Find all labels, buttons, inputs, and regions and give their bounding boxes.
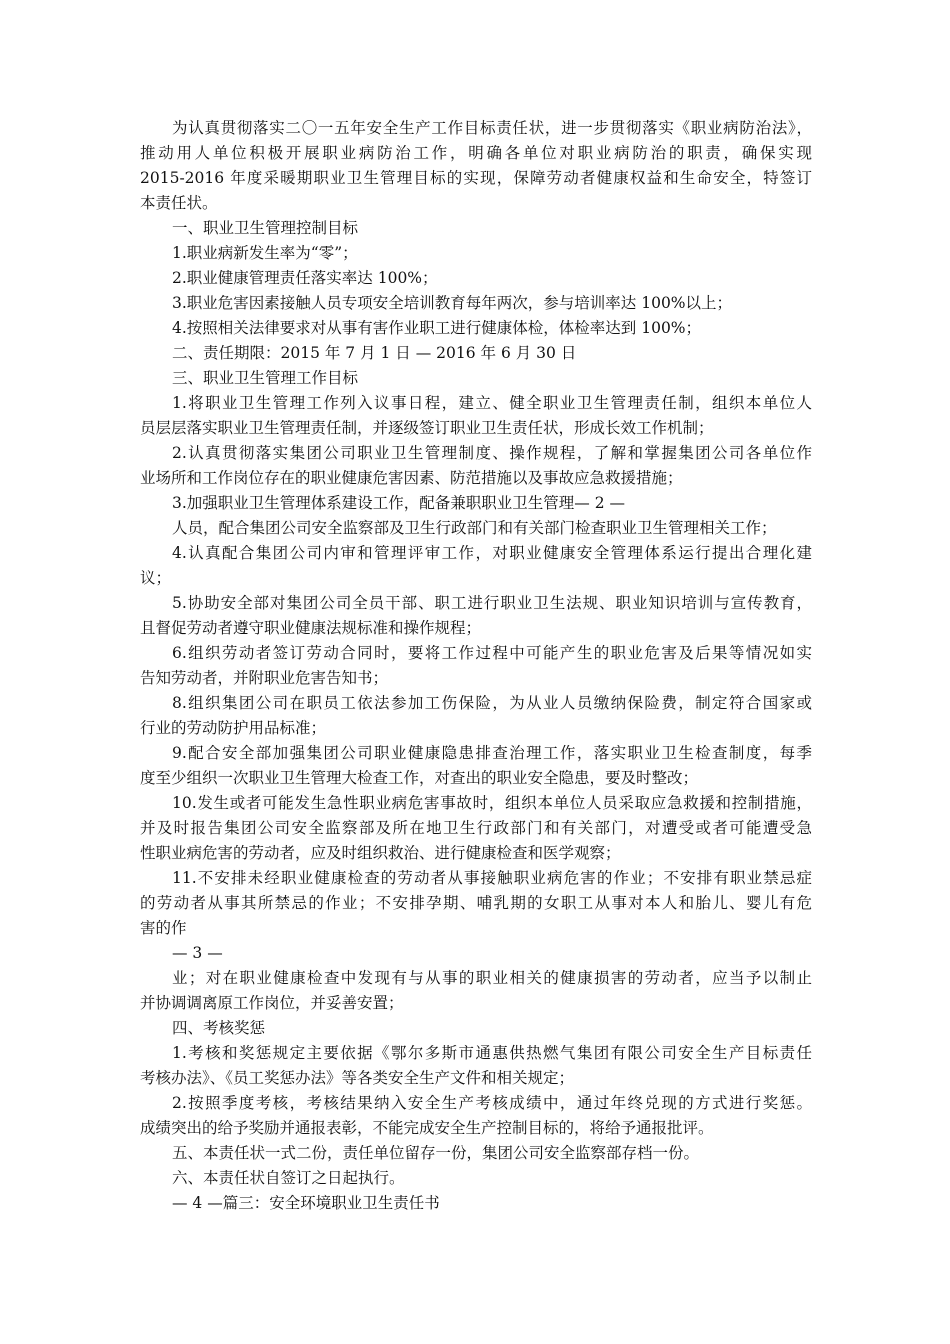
page-number: — 4 —篇三：安全环境职业卫生责任书 (172, 1194, 440, 1212)
page-number: — 3 — (172, 944, 223, 962)
text-line: 1.将职业卫生管理工作列入议事日程，建立、健全职业卫生管理责任制，组织本单位人 (172, 394, 812, 412)
text-line: 的劳动者从事其所禁忌的作业；不安排孕期、哺乳期的女职工从事对本人和胎儿、婴儿有危 (140, 894, 812, 912)
text-line: 告知劳动者，并附职业危害告知书； (140, 669, 389, 687)
text-line: 1.考核和奖惩规定主要依据《鄂尔多斯市通惠供热燃气集团有限公司安全生产目标责任 (172, 1044, 812, 1062)
text-line: 8.组织集团公司在职员工依法参加工伤保险，为从业人员缴纳保险费，制定符合国家或 (172, 694, 812, 712)
text-line: 3.职业危害因素接触人员专项安全培训教育每年两次，参与培训率达 100%以上； (172, 294, 733, 312)
text-line: 且督促劳动者遵守职业健康法规标准和操作规程； (140, 619, 482, 637)
text-line: 业场所和工作岗位存在的职业健康危害因素、防范措施以及事故应急救援措施； (140, 469, 683, 487)
text-line: 议； (140, 569, 172, 587)
text-line: 为认真贯彻落实二〇一五年安全生产工作目标责任状，进一步贯彻落实《职业病防治法》， (172, 119, 812, 137)
text-line: 4.认真配合集团公司内审和管理评审工作，对职业健康安全管理体系运行提出合理化建 (172, 544, 812, 562)
section-heading: 四、考核奖惩 (172, 1019, 266, 1037)
text-line: 推动用人单位积极开展职业病防治工作，明确各单位对职业病防治的职责，确保实现 (140, 144, 812, 162)
text-line: 2015-2016 年度采暖期职业卫生管理目标的实现，保障劳动者健康权益和生命安全，特签订 (140, 169, 812, 187)
section-heading: 二、责任期限：2015 年 7 月 1 日 — 2016 年 6 月 30 日 (172, 344, 577, 362)
text-line: 并协调调离原工作岗位，并妥善安置； (140, 994, 404, 1012)
text-line: 度至少组织一次职业卫生管理大检查工作，对查出的职业安全隐患，要及时整改； (140, 769, 699, 787)
text-line: 人员，配合集团公司安全监察部及卫生行政部门和有关部门检查职业卫生管理相关工作； (172, 519, 777, 537)
text-line: 考核办法》、《员工奖惩办法》等各类安全生产文件和相关规定； (140, 1069, 575, 1087)
text-line: 成绩突出的给予奖励并通报表彰，不能完成安全生产控制目标的，将给予通报批评。 (140, 1119, 714, 1137)
section-heading: 一、职业卫生管理控制目标 (172, 219, 359, 237)
text-line: 业；对在职业健康检查中发现有与从事的职业相关的健康损害的劳动者，应当予以制止 (172, 969, 812, 987)
text-line: 3.加强职业卫生管理体系建设工作，配备兼职职业卫生管理— 2 — (172, 494, 626, 512)
text-line: 2.按照季度考核，考核结果纳入安全生产考核成绩中，通过年终兑现的方式进行奖惩。 (172, 1094, 812, 1112)
text-line: 害的作 (140, 919, 187, 937)
text-line: 9.配合安全部加强集团公司职业健康隐患排查治理工作，落实职业卫生检查制度，每季 (172, 744, 812, 762)
text-line: 并及时报告集团公司安全监察部及所在地卫生行政部门和有关部门，对遭受或者可能遭受急 (140, 819, 812, 837)
text-line: 4.按照相关法律要求对从事有害作业职工进行健康体检，体检率达到 100%； (172, 319, 702, 337)
text-line: 本责任状。 (140, 194, 218, 212)
text-line: 行业的劳动防护用品标准； (140, 719, 327, 737)
text-line: 5.协助安全部对集团公司全员干部、职工进行职业卫生法规、职业知识培训与宣传教育， (172, 594, 812, 612)
text-line: 性职业病危害的劳动者，应及时组织救治、进行健康检查和医学观察； (140, 844, 621, 862)
text-line: 2.职业健康管理责任落实率达 100%； (172, 269, 438, 287)
section-heading: 五、本责任状一式二份，责任单位留存一份，集团公司安全监察部存档一份。 (172, 1144, 700, 1162)
text-line: 10.发生或者可能发生急性职业病危害事故时，组织本单位人员采取应急救援和控制措施， (172, 794, 812, 812)
text-line: 员层层落实职业卫生管理责任制，并逐级签订职业卫生责任状，形成长效工作机制； (140, 419, 714, 437)
section-heading: 六、本责任状自签订之日起执行。 (172, 1169, 405, 1187)
text-line: 6.组织劳动者签订劳动合同时，要将工作过程中可能产生的职业危害及后果等情况如实 (172, 644, 812, 662)
text-line: 1.职业病新发生率为“零”； (172, 244, 358, 262)
section-heading: 三、职业卫生管理工作目标 (172, 369, 359, 387)
text-line: 2.认真贯彻落实集团公司职业卫生管理制度、操作规程，了解和掌握集团公司各单位作 (172, 444, 812, 462)
text-line: 11.不安排未经职业健康检查的劳动者从事接触职业病危害的作业；不安排有职业禁忌症 (172, 869, 812, 887)
